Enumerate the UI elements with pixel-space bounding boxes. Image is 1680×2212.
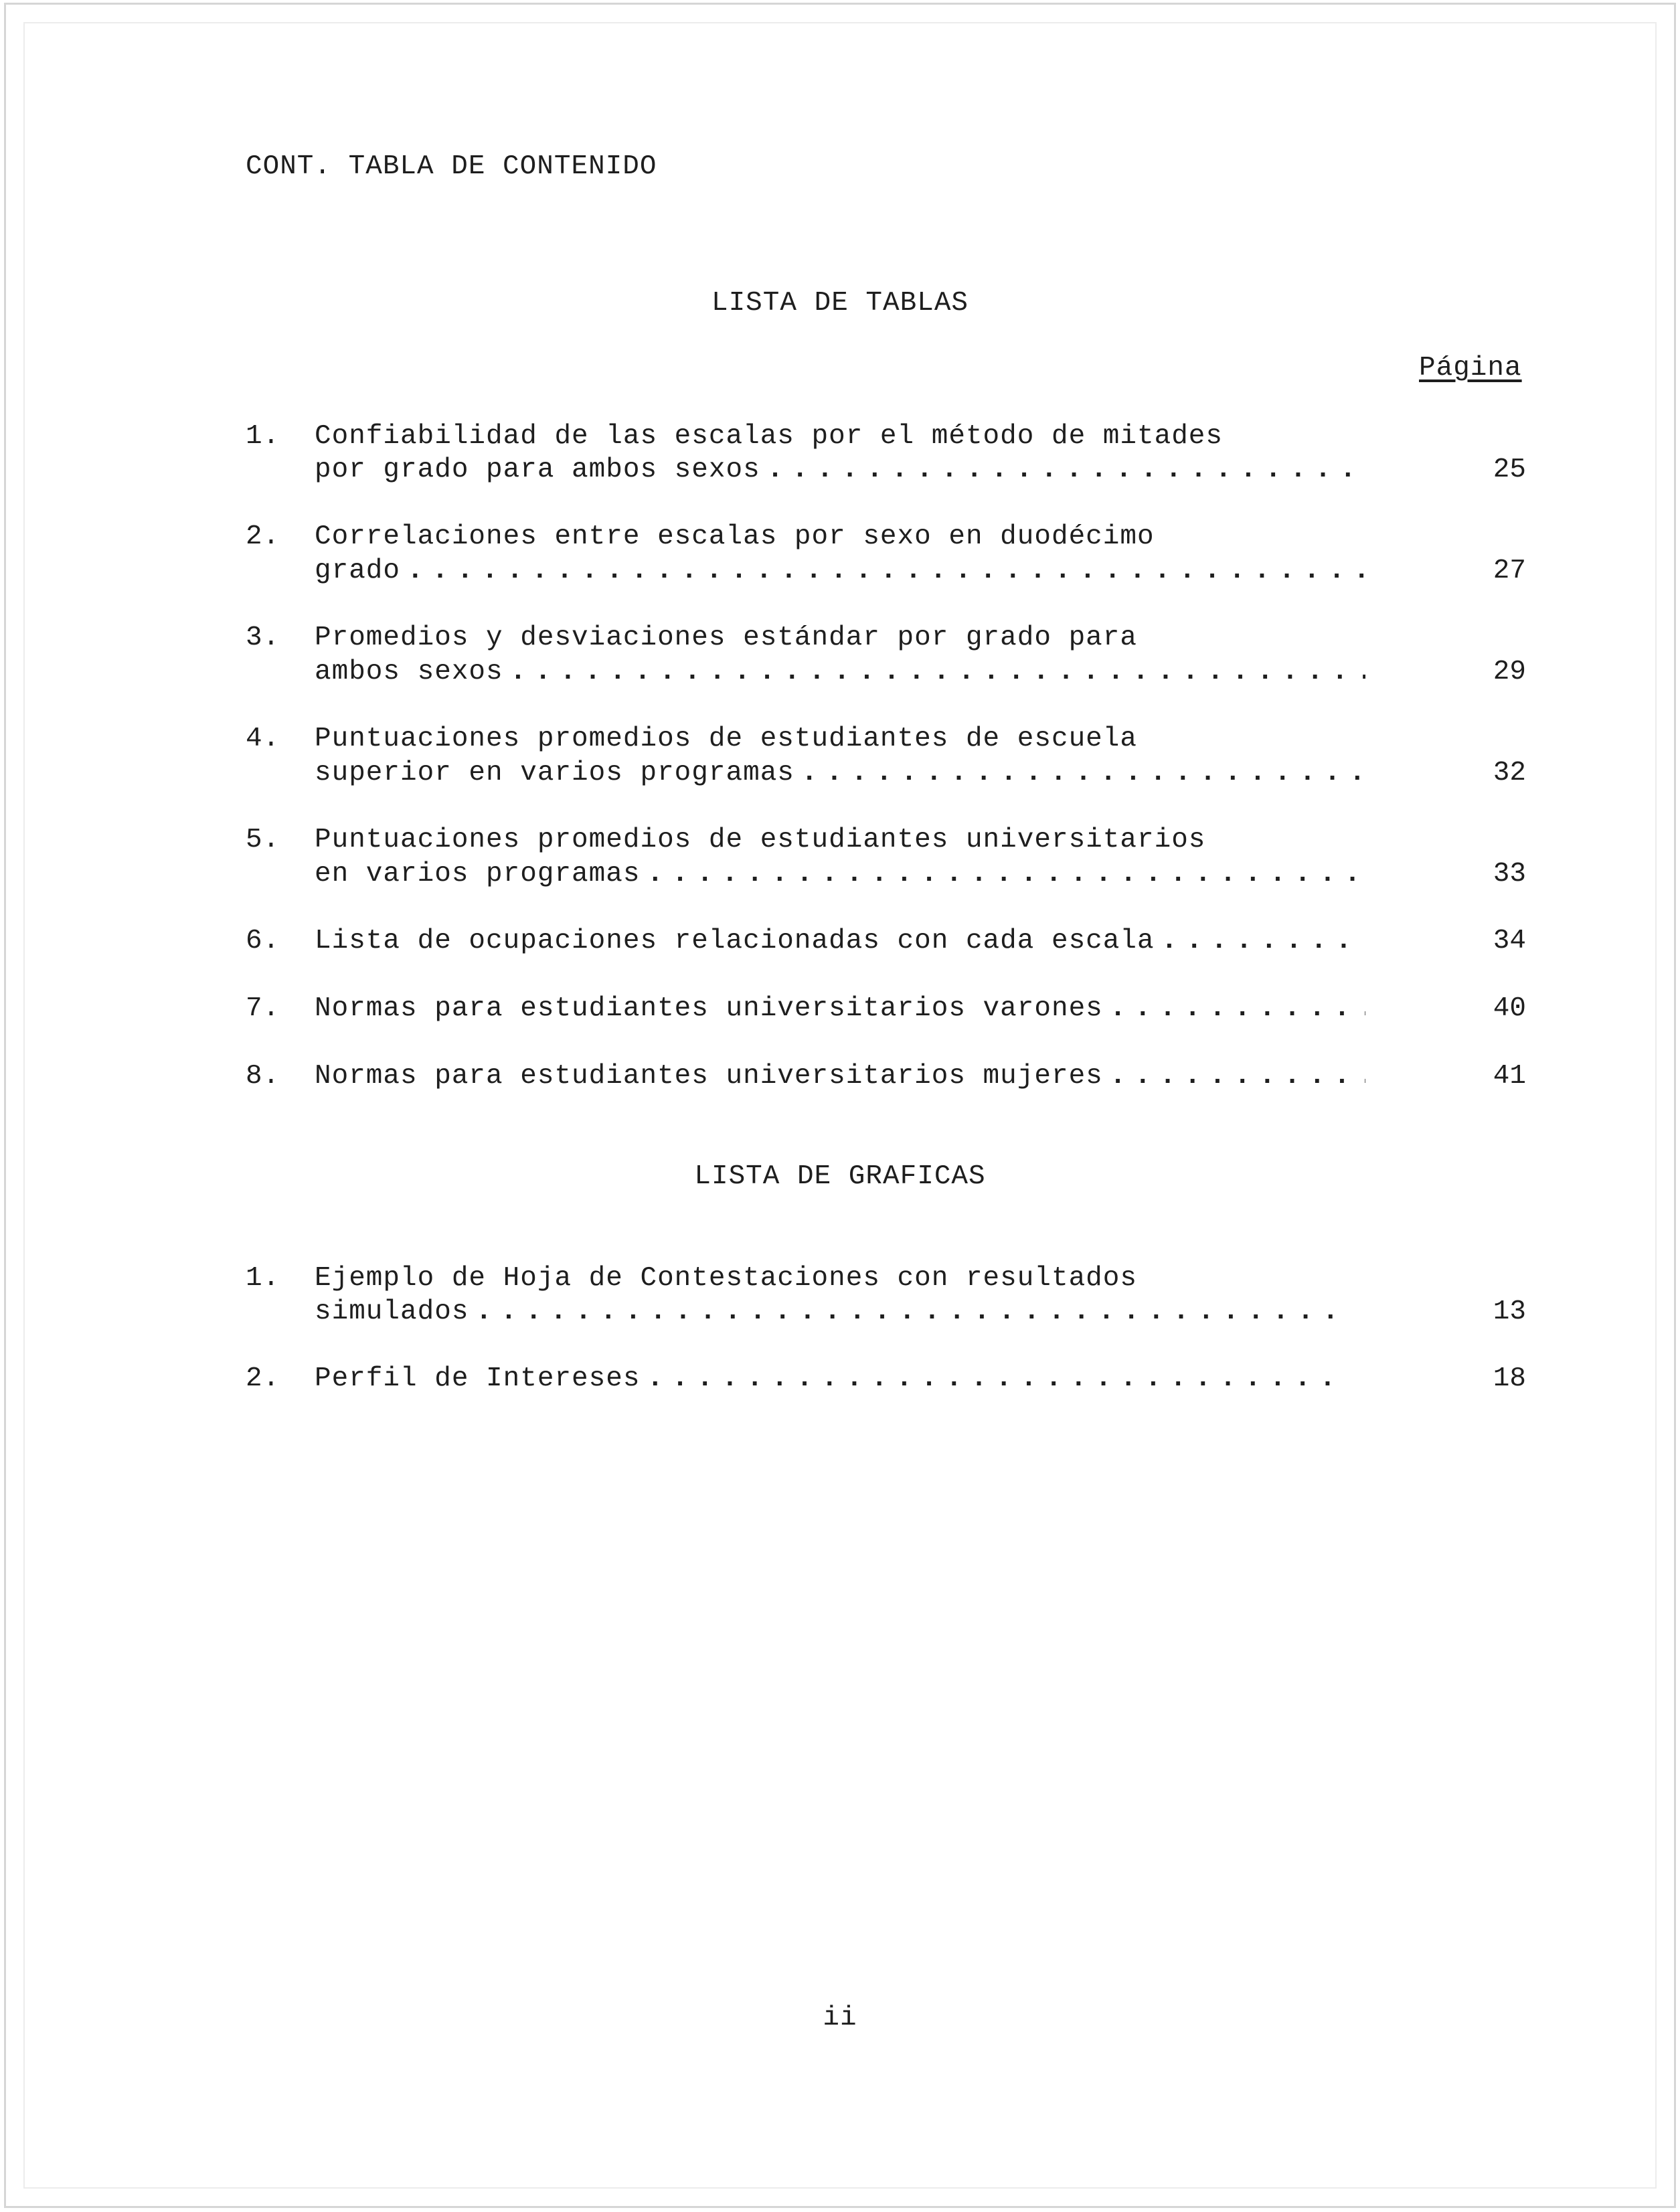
entry-title-line1: Confiabilidad de las escalas por el método de mitades bbox=[315, 421, 1224, 452]
entry-leader-row bbox=[315, 1362, 1352, 1395]
page-inner-border bbox=[23, 22, 1657, 2189]
dot-leader bbox=[1161, 924, 1365, 958]
dot-leader bbox=[407, 554, 1365, 588]
entry-number: 5. bbox=[246, 825, 280, 855]
entry-number: 4. bbox=[246, 724, 280, 754]
entry-page-number: 40 bbox=[1493, 993, 1526, 1024]
entry-leader-row bbox=[315, 992, 1372, 1025]
tables-heading: LISTA DE TABLAS bbox=[711, 288, 969, 319]
entry-title: Lista de ocupaciones relacionadas con cada escala bbox=[315, 926, 1155, 956]
entry-title-line2: superior en varios programas bbox=[315, 758, 794, 788]
entry-title-line2: ambos sexos bbox=[315, 657, 503, 687]
entry-number: 6. bbox=[246, 926, 280, 956]
entry-leader-row bbox=[315, 554, 1372, 588]
dot-leader bbox=[1110, 992, 1365, 1025]
entry-page-number: 33 bbox=[1493, 859, 1526, 889]
dot-leader bbox=[801, 756, 1365, 790]
entry-page-number: 29 bbox=[1493, 657, 1526, 687]
entry-leader-row bbox=[315, 756, 1372, 790]
entry-leader-row bbox=[315, 655, 1372, 689]
entry-page-number: 18 bbox=[1493, 1363, 1526, 1394]
entry-number: 1. bbox=[246, 421, 280, 452]
entry-number: 2. bbox=[246, 521, 280, 552]
entry-title-line2: grado bbox=[315, 556, 401, 586]
entry-number: 2. bbox=[246, 1363, 280, 1394]
entry-title-line1: Puntuaciones promedios de estudiantes de escuela bbox=[315, 724, 1137, 754]
entry-title-line1: Puntuaciones promedios de estudiantes universitarios bbox=[315, 825, 1206, 855]
entry-title-line2: simulados bbox=[315, 1296, 469, 1327]
entry-number: 3. bbox=[246, 622, 280, 653]
entry-leader-row bbox=[315, 924, 1372, 958]
entry-page-number: 27 bbox=[1493, 556, 1526, 586]
entry-title-line1: Ejemplo de Hoja de Contestaciones con resultados bbox=[315, 1263, 1137, 1294]
entry-title-line1: Promedios y desviaciones estándar por grado para bbox=[315, 622, 1137, 653]
entry-number: 7. bbox=[246, 993, 280, 1024]
entry-number: 1. bbox=[246, 1263, 280, 1294]
entry-title: Normas para estudiantes universitarios mujeres bbox=[315, 1061, 1103, 1092]
entry-page-number: 32 bbox=[1493, 758, 1526, 788]
entry-leader-row bbox=[315, 1295, 1352, 1329]
dot-leader bbox=[647, 857, 1365, 891]
dot-leader bbox=[1110, 1059, 1365, 1093]
entry-leader-row bbox=[315, 1059, 1372, 1093]
entry-number: 8. bbox=[246, 1061, 280, 1092]
entry-page-number: 25 bbox=[1493, 454, 1526, 485]
entry-page-number: 34 bbox=[1493, 926, 1526, 956]
entry-page-number: 41 bbox=[1493, 1061, 1526, 1092]
entry-leader-row bbox=[315, 857, 1372, 891]
dot-leader bbox=[475, 1295, 1345, 1329]
page-border bbox=[4, 3, 1676, 2208]
entry-title: Perfil de Intereses bbox=[315, 1363, 641, 1394]
entry-title-line2: por grado para ambos sexos bbox=[315, 454, 760, 485]
dot-leader bbox=[767, 453, 1365, 487]
page-folio: ii bbox=[823, 2003, 857, 2033]
dot-leader bbox=[510, 655, 1365, 689]
entry-title-line2: en varios programas bbox=[315, 859, 641, 889]
continuation-heading: CONT. TABLA DE CONTENIDO bbox=[246, 151, 657, 182]
graphs-heading: LISTA DE GRAFICAS bbox=[694, 1161, 986, 1192]
page-column-header: Página bbox=[1419, 353, 1522, 384]
entry-page-number: 13 bbox=[1493, 1296, 1526, 1327]
entry-leader-row bbox=[315, 453, 1372, 487]
entry-title-line1: Correlaciones entre escalas por sexo en duodécimo bbox=[315, 521, 1155, 552]
entry-title: Normas para estudiantes universitarios varones bbox=[315, 993, 1103, 1024]
dot-leader bbox=[647, 1362, 1345, 1395]
